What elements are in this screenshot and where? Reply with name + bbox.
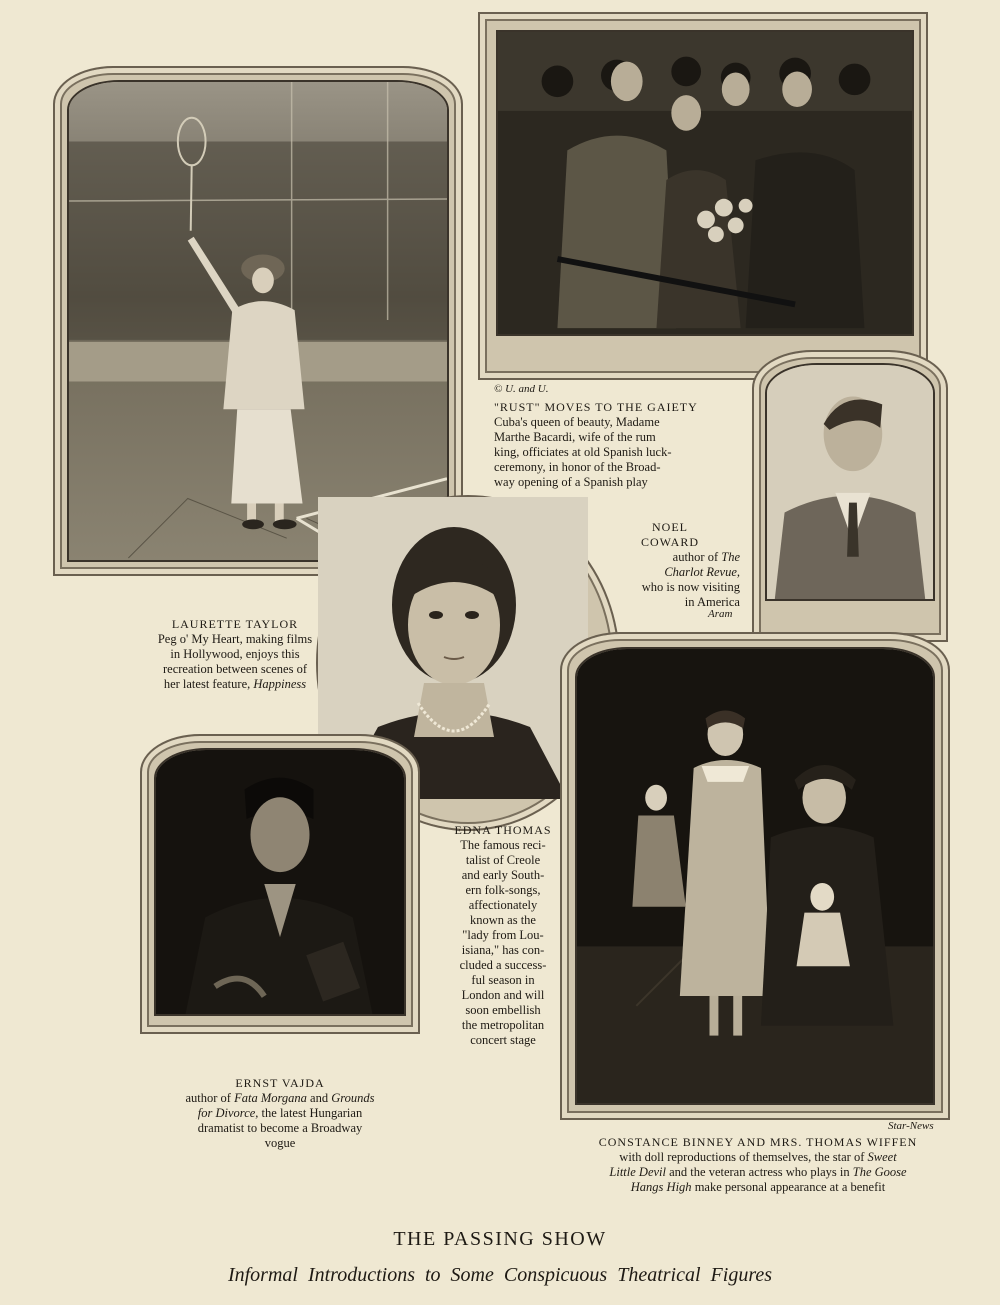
- caption-italic: for Divorce,: [197, 1106, 259, 1120]
- caption-line: talist of Creole: [465, 853, 541, 867]
- photo-ernst-vajda: [154, 748, 406, 1016]
- caption-line: ceremony, in honor of the Broad-: [494, 460, 661, 474]
- caption-line: the metropolitan: [461, 1018, 545, 1032]
- caption-line: Marthe Bacardi, wife of the rum: [494, 430, 656, 444]
- caption-heading-rust: "RUST" MOVES TO THE GAIETY: [494, 400, 698, 414]
- caption-line: who is now visiting: [641, 580, 740, 594]
- caption-noel-coward: [600, 520, 740, 610]
- caption-line: ful season in: [471, 973, 535, 987]
- page-subtitle: Informal Introductions to Some Conspicuous Theatrical Figures: [227, 1264, 773, 1286]
- caption-italic: Sweet: [867, 1150, 897, 1164]
- caption-text: the latest Hungarian: [261, 1106, 363, 1120]
- caption-line: isiana," has con-: [461, 943, 545, 957]
- caption-italic: The Goose: [852, 1165, 907, 1179]
- caption-line: [600, 550, 740, 565]
- caption-line: in Hollywood, enjoys this: [170, 647, 300, 661]
- caption-line: soon embellish: [465, 1003, 541, 1017]
- photo-rust-moves-ceremony: [496, 30, 914, 336]
- photo-frame-noel-coward: [752, 350, 948, 642]
- photo-credit-coward: Aram: [708, 608, 733, 620]
- caption-line: cluded a success-: [459, 958, 547, 972]
- caption-line: recreation between scenes of: [162, 662, 308, 676]
- caption-line: Cuba's queen of beauty, Madame: [494, 415, 660, 429]
- photo-frame-ernst-vajda: [140, 734, 420, 1034]
- caption-line: [140, 1106, 420, 1121]
- photo-frame-rust-moves: [478, 12, 928, 380]
- caption-line: The famous reci-: [460, 838, 546, 852]
- caption-line: ern folk-songs,: [465, 883, 541, 897]
- caption-heading-coward-1: NOEL: [652, 520, 688, 534]
- caption-italic: Fata Morgana: [234, 1091, 307, 1105]
- caption-text: and: [310, 1091, 329, 1105]
- caption-line: way opening of a Spanish play: [494, 475, 648, 489]
- caption-line: dramatist to become a Broadway: [197, 1121, 363, 1135]
- caption-line: Peg o' My Heart, making films: [157, 632, 313, 646]
- caption-ernst-vajda: [140, 1076, 420, 1151]
- caption-italic: Grounds: [331, 1091, 375, 1105]
- caption-text: author of: [672, 550, 719, 564]
- caption-line: London and will: [461, 988, 545, 1002]
- caption-italic: The: [721, 550, 740, 564]
- caption-heading-taylor: LAURETTE TAYLOR: [171, 617, 299, 631]
- caption-line: affectionately: [468, 898, 538, 912]
- caption-heading-vajda: ERNST VAJDA: [235, 1076, 325, 1090]
- caption-line: "lady from Lou-: [462, 928, 544, 942]
- photo-credit-binney: Star-News: [888, 1120, 934, 1132]
- caption-text: make personal appearance at a benefit: [694, 1180, 886, 1194]
- caption-line: [568, 1165, 948, 1180]
- photo-noel-coward: [765, 363, 935, 601]
- caption-line: [568, 1180, 948, 1195]
- caption-heading-coward-2: COWARD: [640, 535, 699, 549]
- caption-italic: Little Devil: [609, 1165, 666, 1179]
- caption-line: known as the: [470, 913, 536, 927]
- caption-line: concert stage: [470, 1033, 536, 1047]
- photo-laurette-taylor: [67, 80, 449, 562]
- caption-line: king, officiates at old Spanish luck-: [494, 445, 672, 459]
- caption-line: Charlot Revue,: [664, 565, 740, 579]
- page-title: THE PASSING SHOW: [393, 1228, 607, 1250]
- caption-line: vogue: [264, 1136, 296, 1150]
- caption-text: her latest feature,: [163, 677, 251, 691]
- caption-line: [568, 1150, 948, 1165]
- caption-rust-moves: [494, 400, 744, 490]
- caption-italic: Hangs High: [630, 1180, 692, 1194]
- caption-italic: Happiness: [253, 677, 307, 691]
- caption-heading-edna: EDNA THOMAS: [454, 823, 552, 837]
- caption-line: in America: [684, 595, 740, 609]
- photo-credit-rust: © U. and U.: [494, 383, 549, 395]
- caption-text: and the veteran actress who plays in: [669, 1165, 850, 1179]
- caption-line: [140, 1091, 420, 1106]
- caption-text: author of: [185, 1091, 231, 1105]
- photo-binney-wiffen: [575, 647, 935, 1105]
- caption-line: and early South-: [461, 868, 545, 882]
- photo-frame-binney-wiffen: [560, 632, 950, 1120]
- caption-heading-binney: CONSTANCE BINNEY AND MRS. THOMAS WIFFEN: [598, 1135, 918, 1149]
- caption-text: with doll reproductions of themselves, the star of: [619, 1150, 865, 1164]
- caption-edna-thomas: [445, 823, 561, 1048]
- caption-binney-wiffen: [568, 1135, 948, 1195]
